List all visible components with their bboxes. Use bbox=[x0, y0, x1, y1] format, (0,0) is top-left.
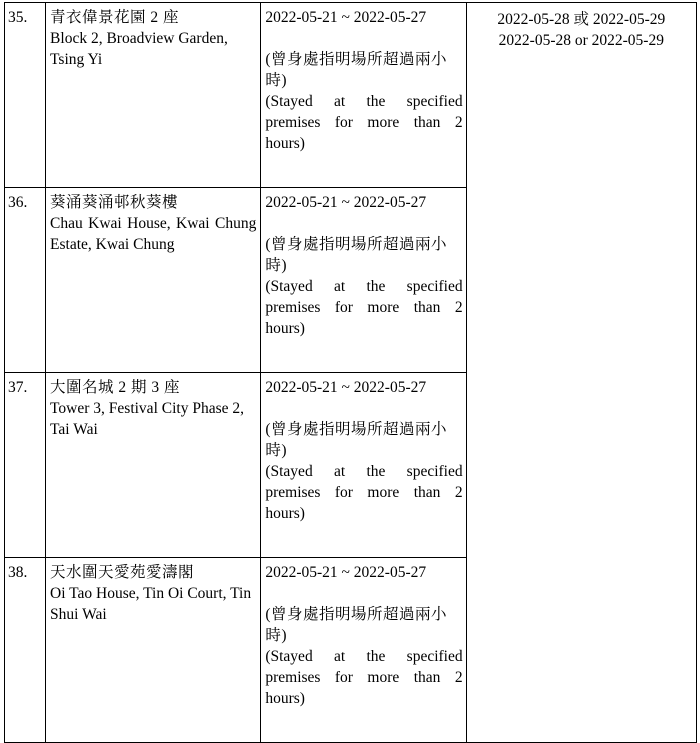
period-cell bbox=[261, 188, 466, 373]
building-name-zh: 大圍名城 2 期 3 座 bbox=[50, 379, 181, 396]
note-zh: (曾身處指明場所超過兩小時) bbox=[265, 236, 448, 274]
row-number: 37. bbox=[5, 373, 46, 558]
building-name-en: Oi Tao House, Tin Oi Court, Tin Shui Wai bbox=[50, 585, 252, 623]
building-name-cell bbox=[46, 188, 261, 373]
building-name-cell bbox=[46, 3, 261, 188]
row-number: 35. bbox=[5, 3, 46, 188]
building-name-cell bbox=[46, 373, 261, 558]
row-number: 36. bbox=[5, 188, 46, 373]
period-range: 2022-05-21 ~ 2022-05-27 bbox=[265, 194, 427, 211]
building-name-en: Tower 3, Festival City Phase 2, Tai Wai bbox=[50, 400, 244, 438]
building-name-en: Chau Kwai House, Kwai Chung Estate, Kwai Chung bbox=[50, 215, 257, 253]
building-name-cell bbox=[46, 558, 261, 743]
note-en: (Stayed at the specified premises for more than 2 hours) bbox=[265, 463, 463, 522]
note-en: (Stayed at the specified premises for more than 2 hours) bbox=[265, 278, 463, 337]
period-cell bbox=[261, 558, 466, 743]
specified-premises-table bbox=[4, 2, 697, 743]
building-name-zh: 天水圍天愛苑愛濤閣 bbox=[50, 564, 195, 581]
note-en: (Stayed at the specified premises for more than 2 hours) bbox=[265, 93, 463, 152]
row-number: 38. bbox=[5, 558, 46, 743]
note-zh: (曾身處指明場所超過兩小時) bbox=[265, 421, 448, 459]
building-name-en: Block 2, Broadview Garden, Tsing Yi bbox=[50, 30, 228, 68]
period-range: 2022-05-21 ~ 2022-05-27 bbox=[265, 564, 427, 581]
period-cell bbox=[261, 3, 466, 188]
building-name-zh: 葵涌葵涌邨秋葵樓 bbox=[50, 194, 179, 211]
period-cell bbox=[261, 373, 466, 558]
period-range: 2022-05-21 ~ 2022-05-27 bbox=[265, 379, 427, 396]
test-dates-en: 2022-05-28 or 2022-05-29 bbox=[498, 32, 664, 49]
table-row bbox=[5, 3, 697, 188]
building-name-zh: 青衣偉景花園 2 座 bbox=[50, 9, 180, 26]
note-zh: (曾身處指明場所超過兩小時) bbox=[265, 606, 448, 644]
test-dates-zh: 2022-05-28 或 2022-05-29 bbox=[497, 11, 666, 28]
note-zh: (曾身處指明場所超過兩小時) bbox=[265, 51, 448, 89]
period-range: 2022-05-21 ~ 2022-05-27 bbox=[265, 9, 427, 26]
note-en: (Stayed at the specified premises for more than 2 hours) bbox=[265, 648, 463, 707]
test-dates-cell bbox=[466, 3, 696, 743]
